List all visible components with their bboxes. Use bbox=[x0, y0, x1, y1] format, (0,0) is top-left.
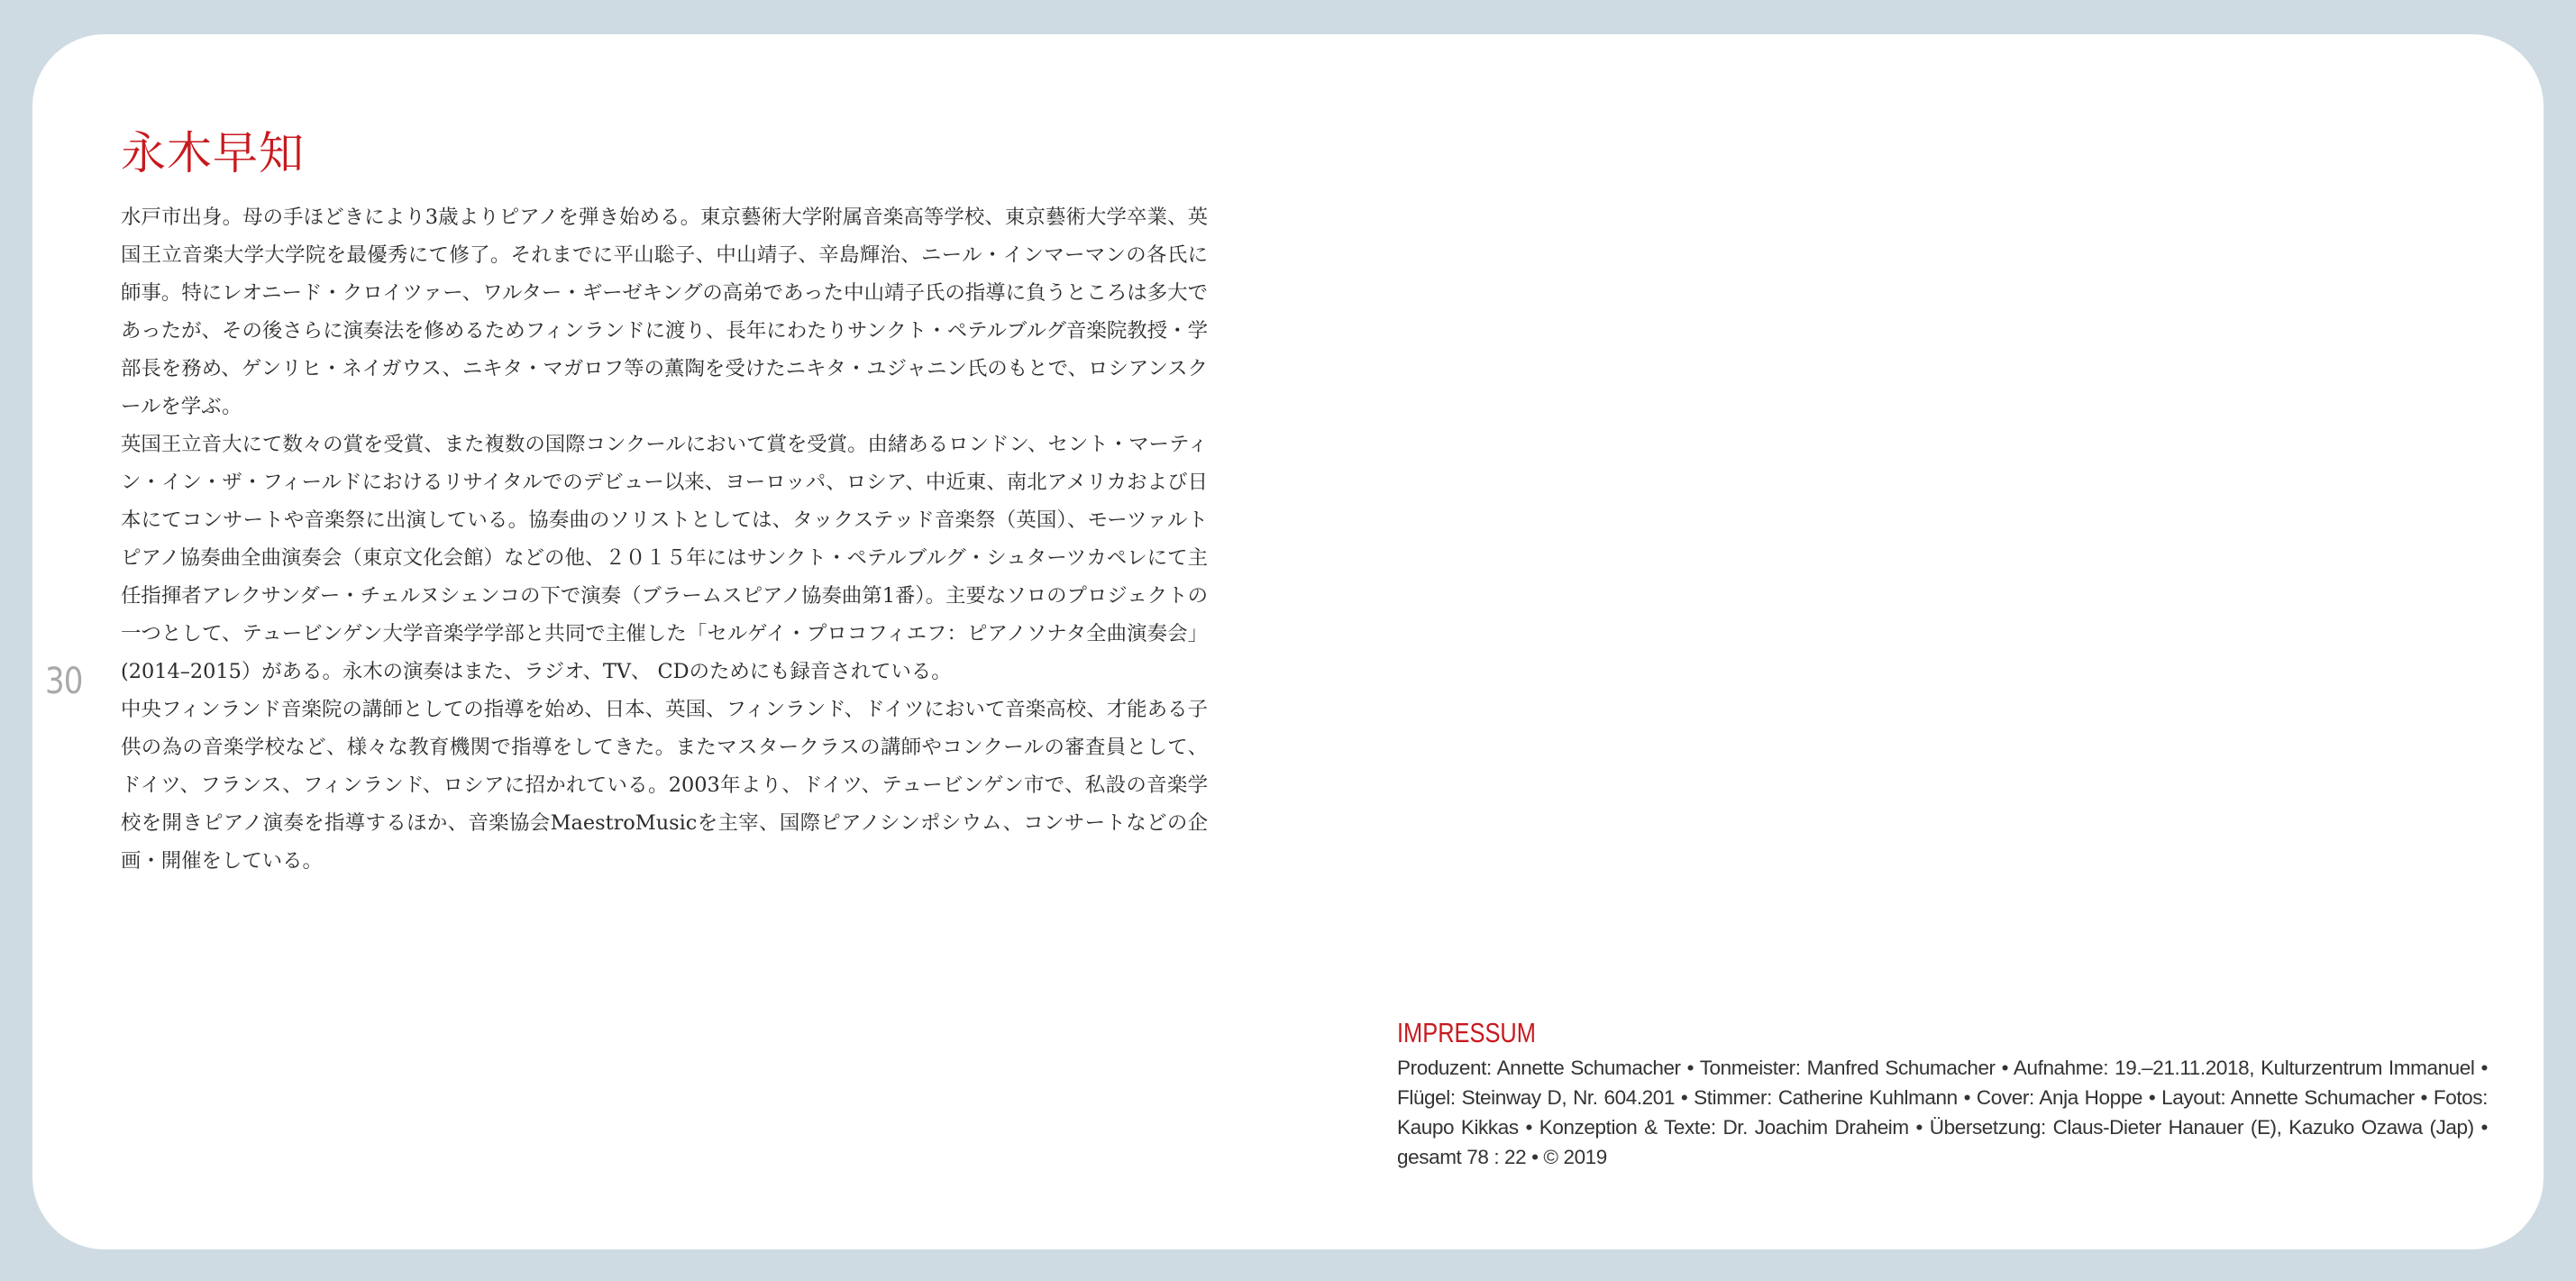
booklet-page bbox=[32, 34, 2544, 1249]
page-number: 30 bbox=[45, 661, 83, 702]
biography-paragraph-3: 中央フィンランド音楽院の講師としての指導を始め、日本、英国、フィンランド、ドイツにおいて音楽高校、才能ある子供の為の音楽学校など、様々な教育機関で指導をしてきた。またマスタークラスの講師やコンクールの審査員として、ドイツ、フランス、フィンランド、ロシアに招かれている。2003年より、ドイツ、テュービンゲン市で、私設の音楽学校を開きピアノ演奏を指導するほか、音楽協会MaestroMusicを主宰、国際ピアノシンポシウム、コンサートなどの企画・開催をしている。 bbox=[121, 698, 1208, 873]
biography-text bbox=[121, 198, 1208, 880]
biography-paragraph-1: 水戸市出身。母の手ほどきにより3歳よりピアノを弾き始める。東京藝術大学附属音楽高等学校、東京藝術大学卒業、英国王立音楽大学大学院を最優秀にて修了。それまでに平山聡子、中山靖子、辛島輝治、ニール・インマーマンの各氏に師事。特にレオニード・クロイツァー、ワルター・ギーゼキングの高弟であった中山靖子氏の指導に負うところは多大であったが、その後さらに演奏法を修めるためフィンランドに渡り、長年にわたりサンクト・ペテルブルグ音楽院教授・学部長を務め、ゲンリヒ・ネイガウス、ニキタ・マガロフ等の薫陶を受けたニキタ・ユジャニン氏のもとで、ロシアンスクールを学ぶ。 bbox=[121, 206, 1208, 418]
impressum-heading: IMPRESSUM bbox=[1397, 1017, 1536, 1048]
biography-paragraph-2: 英国王立音大にて数々の賞を受賞、また複数の国際コンクールにおいて賞を受賞。由緒あるロンドン、セント・マーティン・イン・ザ・フィールドにおけるリサイタルでのデビュー以来、ヨーロッパ、ロシア、中近東、南北アメリカおよび日本にてコンサートや音楽祭に出演している。協奏曲のソリストとしては、タックステッド音楽祭（英国）、モーツァルトピアノ協奏曲全曲演奏会（東京文化会館）などの他、２０１５年にはサンクト・ペテルブルグ・シュターツカペレにて主任指揮者アレクサンダー・チェルヌシェンコの下で演奏（ブラームスピアノ協奏曲第1番）。主要なソロのプロジェクトの一つとして、テュービンゲン大学音楽学学部と共同で主催した「セルゲイ・プロコフィエフ：ピアノソナタ全曲演奏会」(2014–2015）がある。永木の演奏はまた、ラジオ、TV、 CDのためにも録音されている。 bbox=[121, 433, 1208, 683]
impressum-section bbox=[1397, 1017, 2488, 1172]
impressum-credits: Produzent: Annette Schumacher • Tonmeister: Manfred Schumacher • Aufnahme: 19.–21.11.2018, Kulturzentrum Immanuel • Flügel: Steinway D, Nr. 604.201 • Stimmer: Catherine Kuhlmann • Cover: Anja Hoppe • Layout: Annette Schumacher • Fotos: Kaupo Kikkas • Konzeption & Texte: Dr. Joachim Draheim • Übersetzung: Claus-Dieter Hanauer (E), Kazuko Ozawa (Jap) • gesamt 78 : 22 • © 2019 bbox=[1397, 1057, 2488, 1168]
artist-name-heading: 永木早知 bbox=[121, 127, 305, 179]
